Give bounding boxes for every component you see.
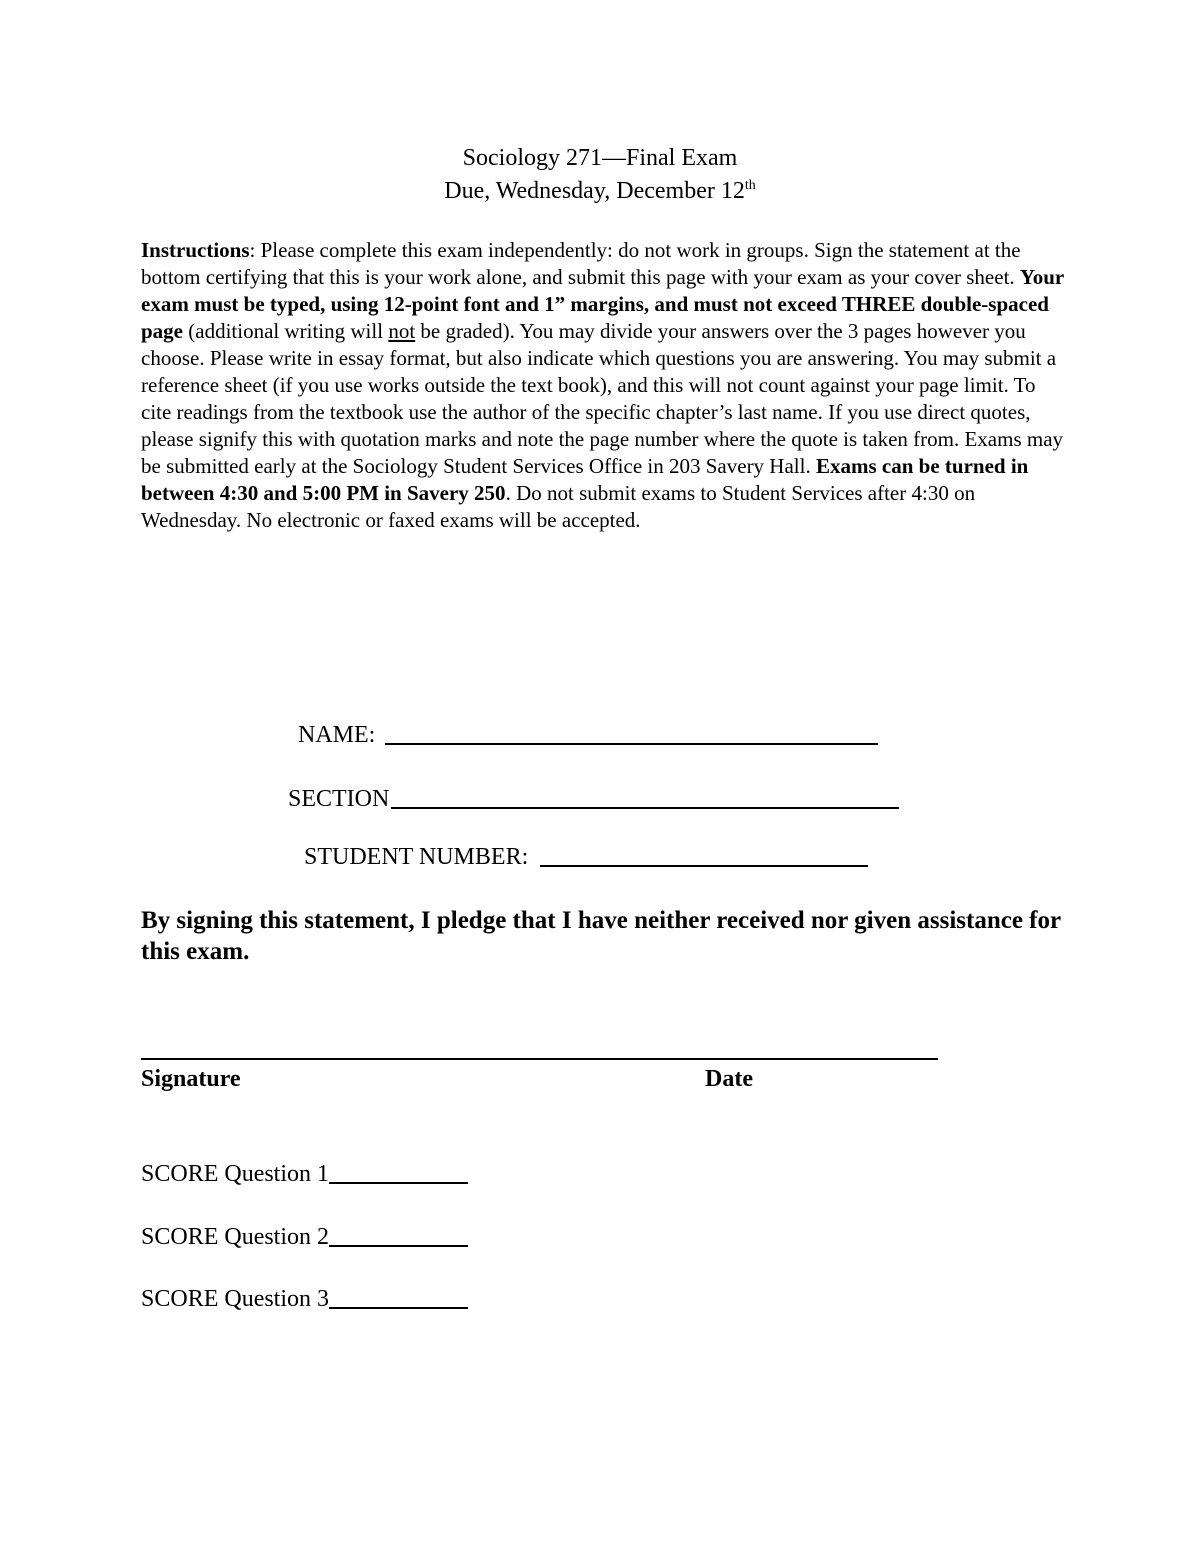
due-date-suffix: th bbox=[744, 178, 756, 193]
due-date-text: Due, Wednesday, December 12 bbox=[444, 178, 745, 204]
section-field bbox=[288, 784, 899, 814]
instructions-paragraph bbox=[141, 237, 1071, 534]
pledge-statement: By signing this statement, I pledge that I have neither received nor given assistance for this exam. bbox=[141, 907, 1061, 965]
name-label: NAME: bbox=[298, 722, 376, 748]
section-label: SECTION bbox=[288, 786, 390, 812]
instructions-text-4: . Do not submit exams to Student Services after 4:30 on Wednesday. No electronic or faxed exams will be accepted. bbox=[141, 481, 976, 532]
score-question-3 bbox=[141, 1284, 468, 1314]
student-number-label: STUDENT NUMBER: bbox=[304, 844, 529, 870]
student-number-blank-line[interactable] bbox=[540, 843, 868, 867]
score-question-2-blank[interactable] bbox=[329, 1223, 468, 1247]
score-question-3-blank[interactable] bbox=[329, 1285, 468, 1309]
score-question-1 bbox=[141, 1159, 468, 1189]
instructions-label: Instructions bbox=[141, 238, 250, 262]
student-number-field bbox=[304, 842, 868, 872]
date-label: Date bbox=[705, 1066, 753, 1092]
signature-line[interactable] bbox=[141, 1058, 938, 1060]
score-question-3-label: SCORE Question 3 bbox=[141, 1286, 330, 1312]
name-field bbox=[298, 720, 878, 750]
instructions-text-1: Please complete this exam independently: do not work in groups. Sign the statement at the bottom certifying that this is your work alone, and submit this page with your exam as your cover sheet. bbox=[141, 238, 1021, 289]
instructions-bold-turn-in: Exams can be turned in between 4:30 and 5:00 PM in Savery 250 bbox=[141, 454, 1029, 505]
score-question-1-label: SCORE Question 1 bbox=[141, 1161, 330, 1187]
due-date bbox=[0, 175, 1200, 207]
signature-label: Signature bbox=[141, 1066, 241, 1092]
score-question-2-label: SCORE Question 2 bbox=[141, 1224, 330, 1250]
section-blank-line[interactable] bbox=[391, 785, 899, 809]
instructions-separator: : bbox=[249, 238, 261, 262]
score-question-2 bbox=[141, 1222, 468, 1252]
instructions-bold-typing-rules: Your exam must be typed, using 12-point font and 1” margins, and must not exceed THREE double-spaced page bbox=[141, 265, 1064, 343]
exam-title bbox=[0, 142, 1200, 174]
score-question-1-blank[interactable] bbox=[329, 1160, 468, 1184]
name-blank-line[interactable] bbox=[385, 721, 878, 745]
instructions-text-3: be graded). You may divide your answers over the 3 pages however you choose. Please write in essay format, but also indicate which questions you are answering. You may submit a reference sheet (if you use works outside the text book), and this will not count against your page limit. To cite readings from the textbook use the author of the specific chapter’s last name. If you use direct quotes, please signify this with quotation marks and note the page number where the quote is taken from. Exams may be submitted early at the Sociology Student Services Office in 203 Savery Hall. bbox=[141, 319, 1064, 478]
instructions-text-2: (additional writing will bbox=[183, 319, 389, 343]
instructions-underlined-not: not bbox=[388, 319, 416, 343]
exam-title-text: Sociology 271—Final Exam bbox=[462, 145, 738, 171]
